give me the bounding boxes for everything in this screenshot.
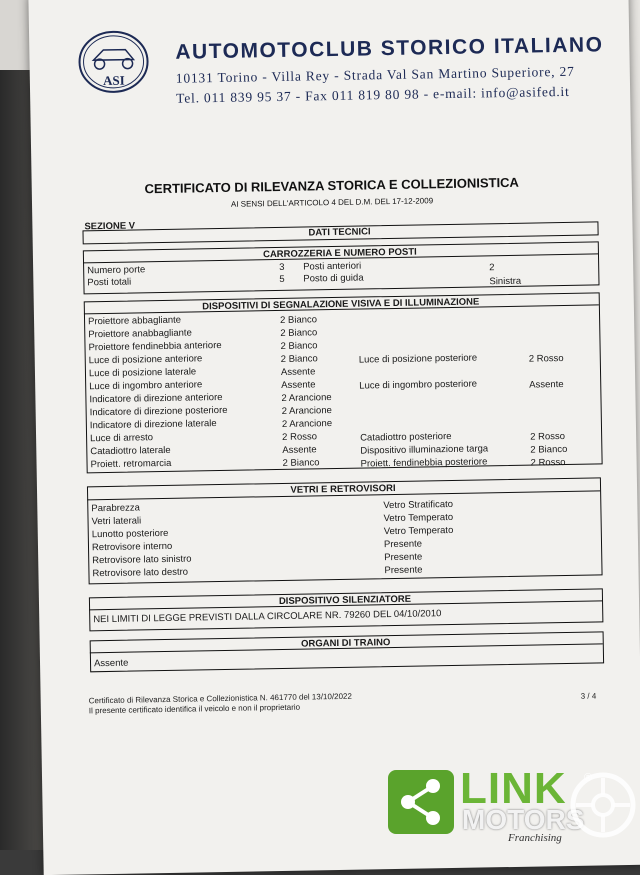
row-label: Indicatore di direzione posteriore xyxy=(89,404,228,419)
row-label2: Proiett. fendinebbia posteriore xyxy=(360,456,488,470)
row-value: 2 Rosso xyxy=(282,431,318,443)
row-label: Proiettore fendinebbia anteriore xyxy=(88,339,222,354)
row-label2: Posto di guida xyxy=(303,272,364,285)
row-value2: Assente xyxy=(529,379,564,391)
row-label: Indicatore di direzione anteriore xyxy=(89,391,223,406)
row-label: Proiett. retromarcia xyxy=(90,457,172,471)
row-label2: Luce di posizione posteriore xyxy=(358,352,478,366)
row-value: 3 xyxy=(279,261,285,273)
brand-link: LINK xyxy=(460,764,567,813)
wheel-icon xyxy=(568,770,638,840)
silenziatore-title: DISPOSITIVO SILENZIATORE xyxy=(278,593,412,608)
section-title: DATI TECNICI xyxy=(308,226,371,239)
row-label: Retrovisore interno xyxy=(91,540,173,554)
certificate-page xyxy=(28,0,640,875)
row-label: Luce di posizione laterale xyxy=(88,366,197,380)
row-value: Assente xyxy=(282,444,317,456)
row-label2: Luce di ingombro posteriore xyxy=(359,378,478,392)
footer-line1: Certificato di Rilevanza Storica e Collezionistica N. 461770 del 13/10/2022 xyxy=(88,691,352,706)
row-label: Numero porte xyxy=(87,264,146,277)
row-value: 2 Arancione xyxy=(281,392,332,404)
row-value: 2 Bianco xyxy=(280,353,318,365)
registered-mark: ® xyxy=(584,772,593,784)
row-value2: 2 Rosso xyxy=(530,431,566,443)
row-label: Posti totali xyxy=(87,276,132,289)
row-value: Vetro Temperato xyxy=(383,511,454,525)
certificate-title: CERTIFICATO DI RILEVANZA STORICA E COLLEZIONISTICA xyxy=(144,174,520,197)
link-motors-watermark xyxy=(388,764,640,850)
row-value: 2 Bianco xyxy=(280,327,318,339)
page-number: 3 / 4 xyxy=(580,691,597,701)
share-icon xyxy=(388,770,454,834)
carrozzeria-title: CARROZZERIA E NUMERO POSTI xyxy=(262,246,417,261)
row-label: Luce di ingombro anteriore xyxy=(89,379,203,393)
brand-motors: MOTORS xyxy=(462,804,585,835)
row-label: Vetri laterali xyxy=(91,515,142,528)
row-value2: 2 Bianco xyxy=(530,443,568,456)
row-value: 2 Bianco xyxy=(279,314,318,326)
silenziatore-text: NEI LIMITI DI LEGGE PREVISTI DALLA CIRCOLARE NR. 79260 DEL 04/10/2010 xyxy=(93,608,442,626)
row-label2: Catadiottro posteriore xyxy=(360,430,452,444)
row-value: 2 Bianco xyxy=(280,340,318,352)
brand-franchising: Franchising xyxy=(508,832,562,844)
row-label: Catadiottro laterale xyxy=(90,444,171,458)
logo-text: ASI xyxy=(102,72,125,89)
section-label: SEZIONE V xyxy=(84,220,136,233)
row-value: Assente xyxy=(281,379,316,391)
row-value2: 2 xyxy=(489,262,495,274)
certificate-subtitle: AI SENSI DELL'ARTICOLO 4 DEL D.M. DEL 17-12-2009 xyxy=(230,196,434,209)
row-label: Indicatore di direzione laterale xyxy=(89,418,217,432)
row-value2: 2 Rosso xyxy=(530,457,566,469)
row-value: 2 Bianco xyxy=(282,457,320,469)
row-label: Proiettore anabbagliante xyxy=(88,327,192,341)
org-contacts: Tel. 011 839 95 37 - Fax 011 819 80 98 - e-mail: info@asifed.it xyxy=(176,83,570,106)
row-value: Vetro Temperato xyxy=(383,524,454,538)
row-label: Luce di posizione anteriore xyxy=(88,353,203,367)
org-name: AUTOMOTOCLUB STORICO ITALIANO xyxy=(175,33,604,64)
row-value: 2 Arancione xyxy=(281,405,332,417)
row-value: Presente xyxy=(384,564,423,577)
row-label: Proiettore abbagliante xyxy=(87,314,182,328)
row-value2: Sinistra xyxy=(489,275,522,288)
vetri-title: VETRI E RETROVISORI xyxy=(290,482,396,496)
row-label: Retrovisore lato destro xyxy=(92,566,189,580)
org-address: 10131 Torino - Villa Rey - Strada Val San Martino Superiore, 27 xyxy=(175,63,575,86)
row-value: 2 Arancione xyxy=(281,418,333,430)
row-label2: Posti anteriori xyxy=(303,260,362,273)
row-value: Assente xyxy=(280,366,316,378)
row-label: Luce di arresto xyxy=(90,432,154,445)
row-label: Lunotto posteriore xyxy=(91,527,169,541)
row-value: Presente xyxy=(383,538,423,551)
traino-text: Assente xyxy=(93,657,129,670)
traino-title: ORGANI DI TRAINO xyxy=(301,637,391,650)
row-value: Vetro Stratificato xyxy=(383,498,454,512)
footer-line2: Il presente certificato identifica il veicolo e non il proprietario xyxy=(88,702,301,716)
asi-logo xyxy=(77,29,150,94)
segnalazione-title: DISPOSITIVI DI SEGNALAZIONE VISIVA E DI ILLUMINAZIONE xyxy=(202,296,480,313)
row-value: 5 xyxy=(279,273,285,285)
row-label2: Dispositivo illuminazione targa xyxy=(360,443,489,457)
row-value: Presente xyxy=(384,551,423,564)
row-value2: 2 Rosso xyxy=(528,353,564,365)
row-label: Parabrezza xyxy=(91,502,141,515)
row-label: Retrovisore lato sinistro xyxy=(92,553,192,567)
